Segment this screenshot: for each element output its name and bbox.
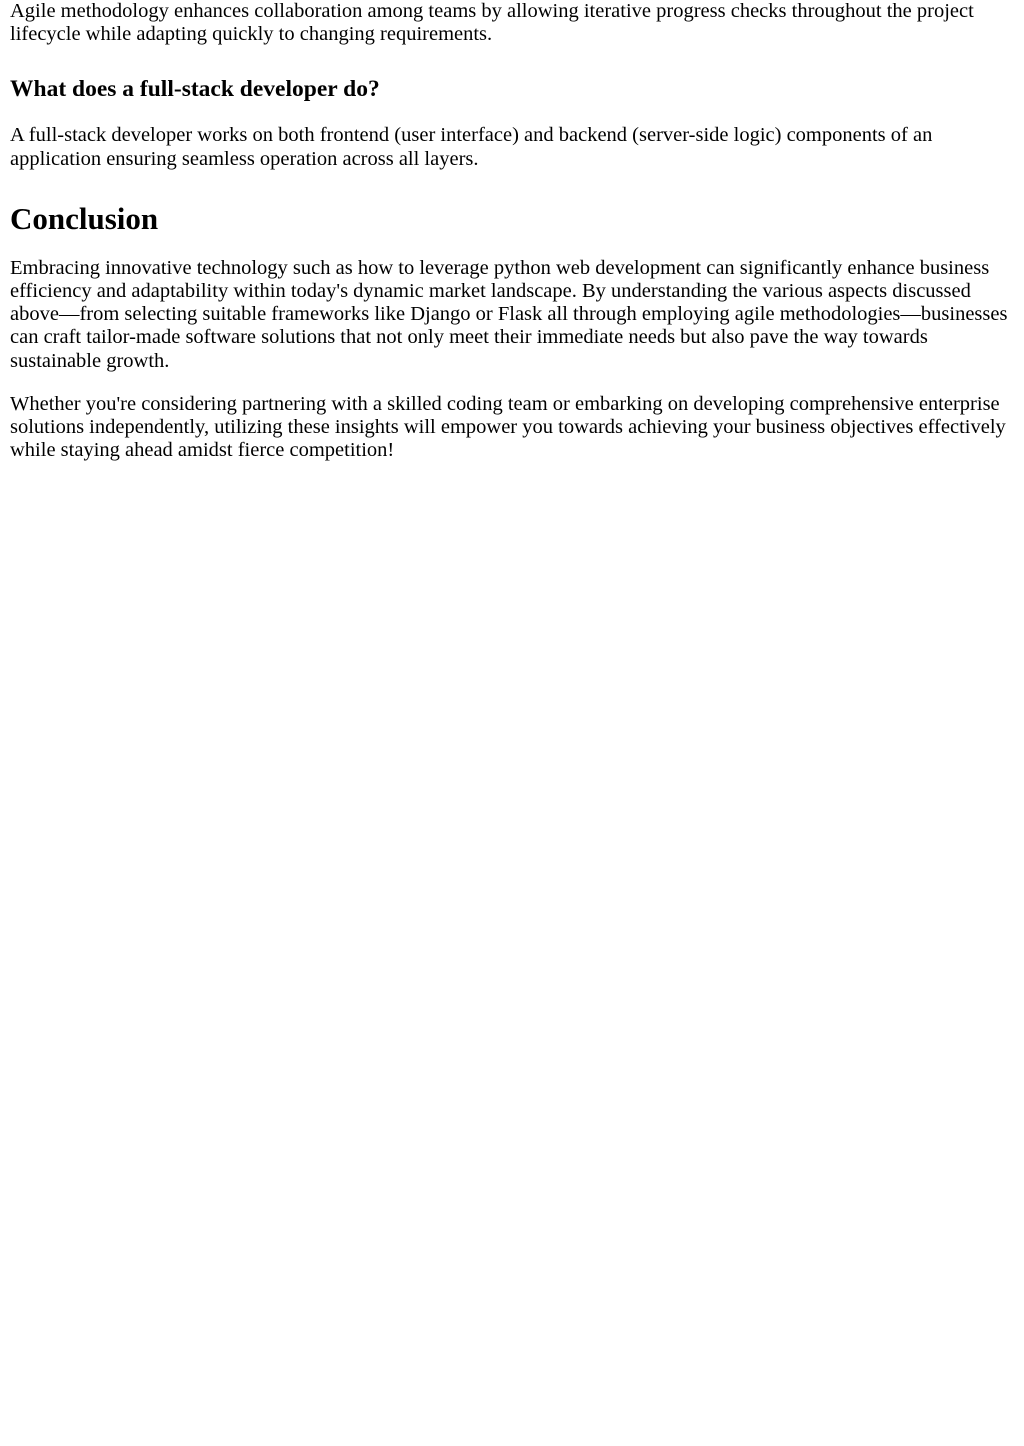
agile-answer-paragraph: Agile methodology enhances collaboration among teams by allowing iterative progress checks throughout the project lifecycle while adapting quickly to changing requirements. bbox=[10, 0, 974, 46]
article-body bbox=[0, 0, 1024, 462]
faq-question-heading: What does a full-stack developer do? bbox=[10, 76, 380, 103]
conclusion-paragraph-1: Embracing innovative technology such as how to leverage python web development can significantly enhance business efficiency and adaptability within today's dynamic market landscape. By understanding the various aspects discussed above—from selecting suitable frameworks like Django or Flask all through employing agile methodologies—businesses can craft tailor-made software solutions that not only meet their immediate needs but also pave the way towards sustainable growth. bbox=[10, 256, 1008, 372]
faq-answer-paragraph: A full-stack developer works on both frontend (user interface) and backend (server-side logic) components of an application ensuring seamless operation across all layers. bbox=[10, 124, 933, 170]
conclusion-heading: Conclusion bbox=[10, 200, 159, 236]
conclusion-paragraph-2: Whether you're considering partnering with a skilled coding team or embarking on developing comprehensive enterprise solutions independently, utilizing these insights will empower you towards achieving your business objectives effectively while staying ahead amidst fierce competition! bbox=[10, 392, 1006, 462]
